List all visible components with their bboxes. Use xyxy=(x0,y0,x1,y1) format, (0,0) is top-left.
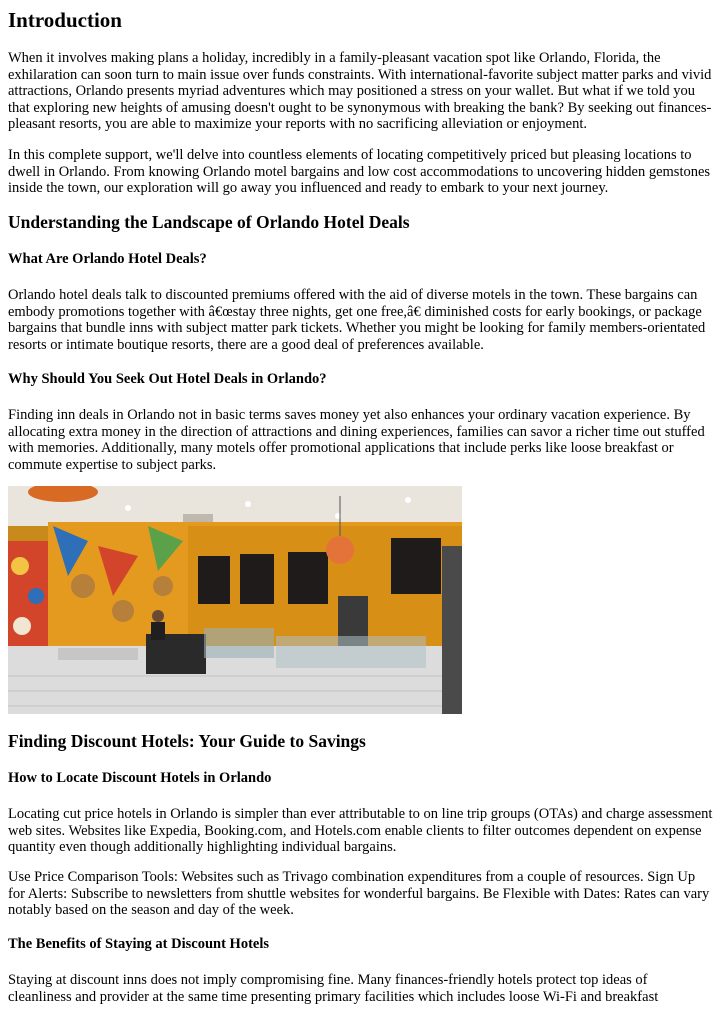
paragraph-locate-discount-2: Use Price Comparison Tools: Websites such as Trivago combination expenditures from a couple of resources. Sign Up for Alerts: Subscribe to newsletters from shuttle websites for wonderful bargains. Be Flexible with Dates: Rates can vary notably based on the season and day of the week. xyxy=(8,869,710,918)
subheading-benefits-discount: The Benefits of Staying at Discount Hotels xyxy=(8,936,269,952)
intro-paragraph-2: In this complete support, we'll delve into countless elements of locating competitively priced but pleasing locations to dwell in Orlando. From knowing Orlando motel bargains and low cost accommodations to uncovering hidden gemstones inside the town, our exploration will go away you influenced and ready to embark to your next journey. xyxy=(8,147,711,196)
intro-paragraph-1: When it involves making plans a holiday, incredibly in a family-pleasant vacation spot like Orlando, Florida, the exhilaration can soon turn to main issue over funds constraints. With international-favorite subject matter parks and vivid attractions, Orlando presents myriad adventures which may positioned a stress on your wallet. But what if we told you that exploring new heights of amusing doesn't ought to be synonymous with breaking the bank? By seeking out finances-pleasant resorts, you are able to maximize your reports with no sacrificing alleviation or enjoyment. xyxy=(8,50,712,132)
page-title: Introduction xyxy=(8,8,122,32)
restaurant-interior-image xyxy=(8,486,462,714)
subheading-what-are-deals: What Are Orlando Hotel Deals? xyxy=(8,251,207,267)
paragraph-why-seek-deals: Finding inn deals in Orlando not in basic terms saves money yet also enhances your ordinary vacation experience. By allocating extra money in the direction of attractions and dining experiences, families can savor a richer time out stuffed with memories. Additionally, many motels offer promotional applications that include perks like loose breakfast or commute expertise to subject parks. xyxy=(8,407,705,473)
paragraph-benefits-discount: Staying at discount inns does not imply compromising fine. Many finances-friendly hotels protect top ideas of cleanliness and provider at the same time presenting primary facilities which includes loose Wi-Fi and breakfast xyxy=(8,972,659,1005)
section-heading-landscape: Understanding the Landscape of Orlando Hotel Deals xyxy=(8,212,410,232)
paragraph-what-are-deals: Orlando hotel deals talk to discounted premiums offered with the aid of diverse motels in the town. These bargains can embody promotions together with â€œstay three nights, get one free,â€ diminished costs for early bookings, or package bargains that bundle inns with subject matter park tickets. Whether you might be looking for family members-orientated resorts or intimate boutique resorts, there are a good deal of preferences available. xyxy=(8,287,706,353)
subheading-why-seek-deals: Why Should You Seek Out Hotel Deals in Orlando? xyxy=(8,371,327,387)
paragraph-locate-discount-1: Locating cut price hotels in Orlando is simpler than ever attributable to on line trip groups (OTAs) and charge assessment web sites. Websites like Expedia, Booking.com, and Hotels.com enable clients to filter outcomes dependent on expense quantity even though additionally highlighting individual bargains. xyxy=(8,806,713,855)
subheading-locate-discount: How to Locate Discount Hotels in Orlando xyxy=(8,770,272,786)
section-heading-discount-hotels: Finding Discount Hotels: Your Guide to Savings xyxy=(8,731,366,751)
